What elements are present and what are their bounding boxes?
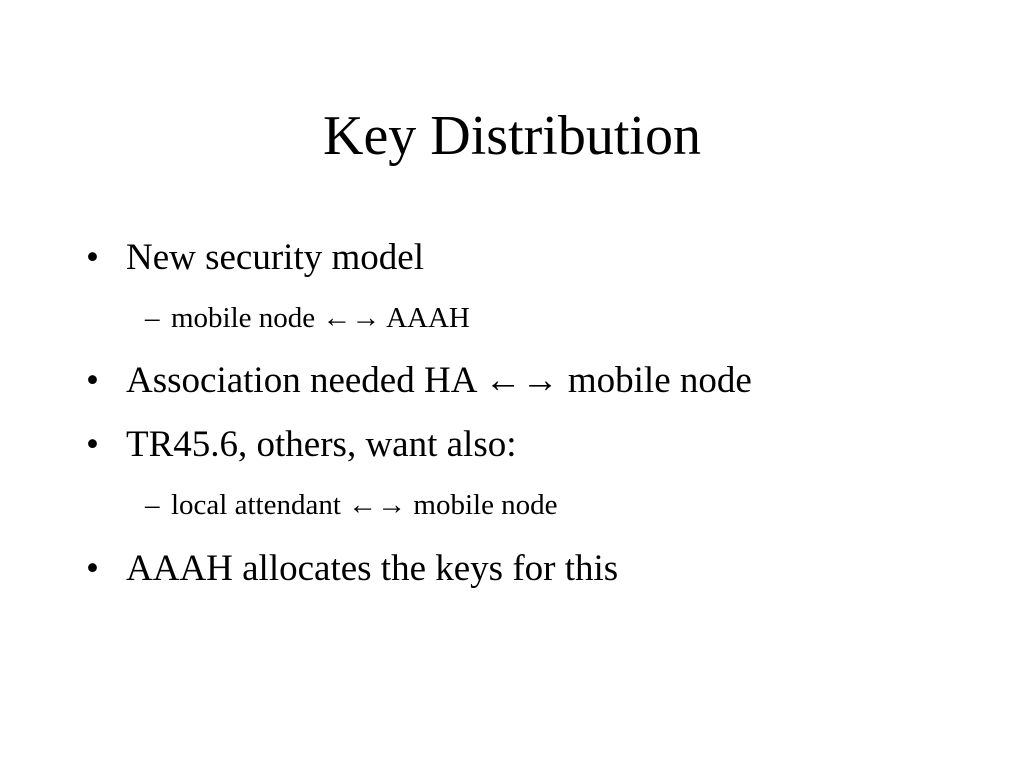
bullet-item bbox=[86, 547, 618, 591]
bullet-text: Association needed HA ←→ mobile node bbox=[126, 360, 752, 401]
sub-bullet-marker: – bbox=[145, 302, 160, 334]
bullet-item bbox=[86, 236, 424, 280]
bullet-marker: • bbox=[86, 424, 99, 465]
sub-bullet-item bbox=[145, 300, 470, 336]
sub-bullet-text: local attendant ←→ mobile node bbox=[171, 489, 558, 521]
slide-title: Key Distribution bbox=[323, 105, 701, 167]
bullet-text: AAAH allocates the keys for this bbox=[126, 548, 619, 589]
bullet-item bbox=[86, 359, 752, 403]
bullet-item bbox=[86, 423, 517, 467]
bullet-marker: • bbox=[86, 548, 99, 589]
bullet-text: TR45.6, others, want also: bbox=[126, 424, 517, 465]
sub-bullet-text: mobile node ←→ AAAH bbox=[171, 302, 470, 334]
sub-bullet-marker: – bbox=[145, 489, 160, 521]
bullet-text: New security model bbox=[126, 237, 424, 278]
sub-bullet-item bbox=[145, 487, 558, 523]
bullet-marker: • bbox=[86, 237, 99, 278]
bullet-marker: • bbox=[86, 360, 99, 401]
